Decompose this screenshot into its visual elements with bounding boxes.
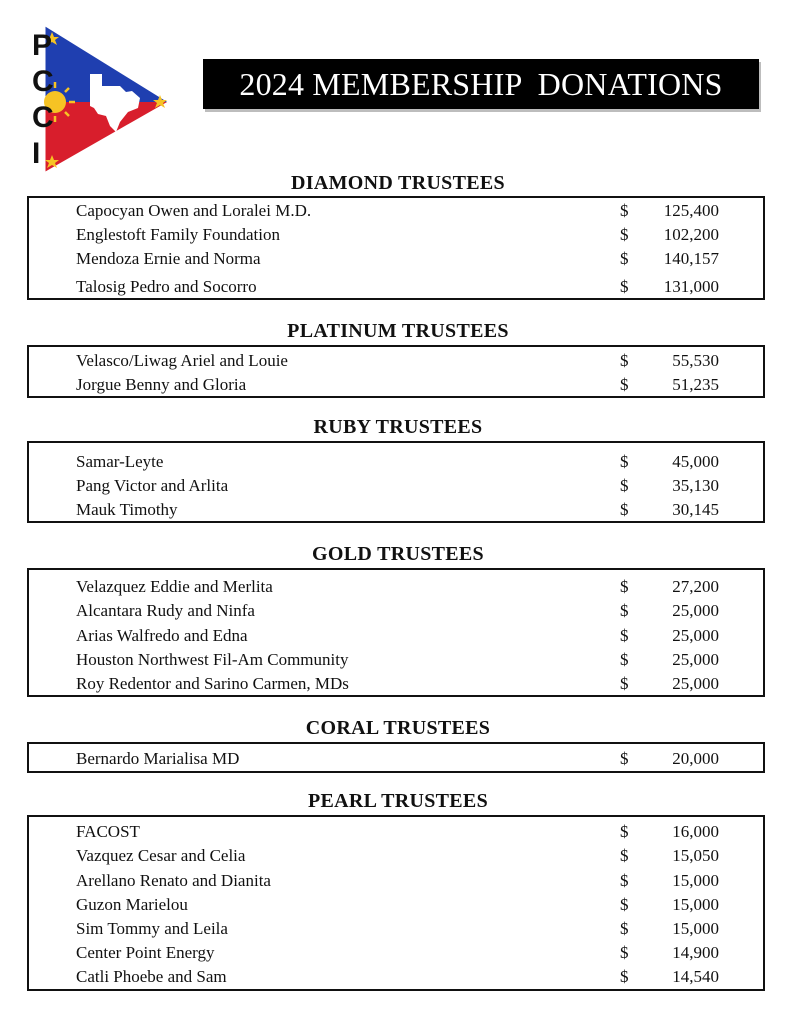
donation-amount: 51,235: [672, 375, 719, 394]
section-heading-diamond: DIAMOND TRUSTEES: [291, 172, 505, 194]
currency-symbol: $: [620, 375, 629, 394]
currency-symbol: $: [620, 919, 629, 938]
donation-amount: 102,200: [663, 225, 719, 244]
donation-amount: 25,000: [672, 601, 719, 620]
currency-symbol: $: [620, 674, 629, 693]
donor-table-platinum: [27, 345, 765, 398]
donor-row: [29, 199, 763, 223]
donation-amount: 25,000: [672, 626, 719, 645]
donor-name: Alcantara Rudy and Ninfa: [76, 601, 255, 620]
logo-letters: [32, 28, 54, 172]
logo-letter: C: [32, 65, 54, 98]
donation-amount: 15,000: [672, 871, 719, 890]
donor-table-diamond: [27, 196, 765, 300]
logo-letter: C: [32, 101, 54, 134]
donor-name: Roy Redentor and Sarino Carmen, MDs: [76, 674, 349, 693]
donor-table-pearl: [27, 815, 765, 991]
donor-row: [29, 275, 763, 299]
currency-symbol: $: [620, 500, 629, 519]
donation-amount: 35,130: [672, 476, 719, 495]
donation-amount: 15,000: [672, 895, 719, 914]
donor-name: Jorgue Benny and Gloria: [76, 375, 247, 394]
donor-row: [29, 223, 763, 247]
logo-letter: I: [32, 137, 41, 170]
donor-name: Capocyan Owen and Loralei M.D.: [76, 201, 312, 220]
donor-name: Mendoza Ernie and Norma: [76, 249, 261, 268]
currency-symbol: $: [620, 476, 629, 495]
donor-name: Catli Phoebe and Sam: [76, 967, 227, 986]
currency-symbol: $: [620, 601, 629, 620]
donor-row: [29, 247, 763, 271]
currency-symbol: $: [620, 452, 629, 471]
page-title: 2024 MEMBERSHIP DONATIONS: [203, 59, 759, 109]
donation-amount: 45,000: [672, 452, 719, 471]
donor-row: [29, 599, 763, 623]
currency-symbol: $: [620, 967, 629, 986]
section-heading-ruby: RUBY TRUSTEES: [313, 416, 483, 438]
donor-row: [29, 941, 763, 965]
donor-row: [29, 474, 763, 498]
currency-symbol: $: [620, 201, 629, 220]
donor-row: [29, 820, 763, 844]
donation-amount: 140,157: [663, 249, 719, 268]
donor-table-coral: [27, 742, 765, 773]
donor-name: Arellano Renato and Dianita: [76, 871, 271, 890]
donor-table-gold: [27, 568, 765, 697]
donation-amount: 14,540: [672, 967, 719, 986]
donor-name: Englestoft Family Foundation: [76, 225, 280, 244]
donation-amount: 125,400: [663, 201, 719, 220]
donation-amount: 15,000: [672, 919, 719, 938]
donation-amount: 16,000: [672, 822, 719, 841]
donor-row: [29, 450, 763, 474]
section-heading-gold: GOLD TRUSTEES: [312, 543, 484, 565]
donor-name: Center Point Energy: [76, 943, 215, 962]
section-heading-platinum: PLATINUM TRUSTEES: [287, 320, 509, 342]
donor-row: [29, 624, 763, 648]
donor-name: Mauk Timothy: [76, 500, 178, 519]
currency-symbol: $: [620, 626, 629, 645]
donation-amount: 131,000: [663, 277, 719, 296]
donor-name: Arias Walfredo and Edna: [76, 626, 248, 645]
donor-row: [29, 648, 763, 672]
donor-name: Vazquez Cesar and Celia: [76, 846, 246, 865]
donor-name: Guzon Marielou: [76, 895, 188, 914]
donation-amount: 27,200: [672, 577, 719, 596]
donation-amount: 14,900: [672, 943, 719, 962]
donation-amount: 20,000: [672, 749, 719, 768]
donor-row: [29, 844, 763, 868]
currency-symbol: $: [620, 351, 629, 370]
donor-name: Sim Tommy and Leila: [76, 919, 228, 938]
donor-row: [29, 672, 763, 696]
donation-amount: 15,050: [672, 846, 719, 865]
currency-symbol: $: [620, 225, 629, 244]
donor-row: [29, 917, 763, 941]
donation-amount: 55,530: [672, 351, 719, 370]
donor-name: Pang Victor and Arlita: [76, 476, 229, 495]
donor-table-ruby: [27, 441, 765, 523]
currency-symbol: $: [620, 846, 629, 865]
currency-symbol: $: [620, 895, 629, 914]
currency-symbol: $: [620, 749, 629, 768]
donor-row: [29, 965, 763, 989]
donor-row: [29, 869, 763, 893]
currency-symbol: $: [620, 822, 629, 841]
donor-name: Talosig Pedro and Socorro: [76, 277, 257, 296]
donor-row: [29, 575, 763, 599]
logo-letter: P: [32, 29, 53, 62]
donor-row: [29, 893, 763, 917]
section-heading-pearl: PEARL TRUSTEES: [307, 790, 488, 812]
donor-row: [29, 498, 763, 522]
donor-name: FACOST: [76, 822, 140, 841]
donor-name: Velasco/Liwag Ariel and Louie: [76, 351, 288, 370]
currency-symbol: $: [620, 943, 629, 962]
donor-row: [29, 373, 763, 397]
donor-row: [29, 349, 763, 373]
pcci-logo: [28, 22, 178, 182]
section-heading-coral: CORAL TRUSTEES: [305, 717, 491, 739]
donor-name: Bernardo Marialisa MD: [76, 749, 240, 768]
donor-name: Samar-Leyte: [76, 452, 164, 471]
currency-symbol: $: [620, 650, 629, 669]
donor-name: Velazquez Eddie and Merlita: [76, 577, 273, 596]
currency-symbol: $: [620, 577, 629, 596]
donor-row: [29, 747, 763, 771]
currency-symbol: $: [620, 277, 629, 296]
donor-name: Houston Northwest Fil-Am Community: [76, 650, 349, 669]
donation-amount: 25,000: [672, 650, 719, 669]
currency-symbol: $: [620, 871, 629, 890]
donation-amount: 25,000: [672, 674, 719, 693]
donation-amount: 30,145: [672, 500, 719, 519]
currency-symbol: $: [620, 249, 629, 268]
